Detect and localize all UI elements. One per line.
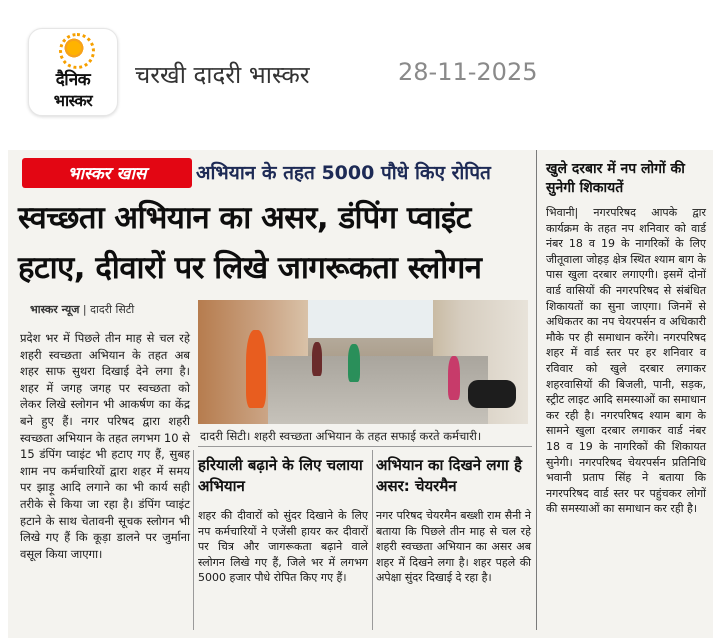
photo-worker — [348, 344, 360, 382]
divider — [536, 150, 537, 630]
side-story-body: भिवानी| नगरपरिषद आपके द्वार कार्यक्रम के तहत नप शनिवार को वार्ड नंबर 18 व 19 के नागरिकों के लिए जीतूवाला जोहड़ क्षेत्र स्थित श्याम बाग के पास खुला दरबार लगाएगी। इसमें दोनों वार्ड वासियों की नगरपरिषद से संबंधित शिकायतों का सुना जाएगा। जिनमें से अधिकतर का नप चेयरपर्सन व अधिकारी मौके पर ही समाधान करेंगे। नगरपरिषद शहर में वार्ड स्तर पर हर शनिवार व रविवार को खुले दरबार लगाकर शहरवासियों की बिजली, पानी, सड़क, स्ट्रीट लाइट आदि समस्याओं का समाधान कर रही है। नगरपरिषद श्याम बाग के सामने खुला दरबार लगाकर वार्ड नंबर 18 व 19 के नागरिकों की शिकायत सुनेगी। नगरपरिषद चेयरपर्सन प्रतिनिधि भवानी प्रताप सिंह ने बताया कि नगरपरिषद वार्ड स्तर पर पहुंचकर लोगों की समस्याओं का समाधान कर रही है। — [546, 206, 706, 516]
subhead-chairman: अभियान का दिखने लगा है असर: चेयरमैन — [376, 456, 523, 495]
subsection-greenery-body: शहर की दीवारों को सुंदर दिखाने के लिए नप कर्मचारियों ने एजेंसी हायर कर दीवारों पर चित्र और जागरूकता बढ़ाने वाले स्लोगन लिखे गए हैं, जिले भर में लगभग 5000 हजार पौधे रोपित किए गए हैं। — [198, 509, 368, 584]
edition-title: चरखी दादरी भास्कर — [135, 61, 310, 89]
divider — [198, 446, 532, 447]
subhead-greenery: हरियाली बढ़ाने के लिए चलाया अभियान — [198, 456, 363, 495]
article-photo — [198, 300, 528, 424]
article-kicker: अभियान के तहत 5000 पौधे किए रोपित — [196, 162, 491, 184]
logo-text-line2: भास्कर — [53, 91, 93, 110]
byline: भास्कर न्यूज | दादरी सिटी — [30, 303, 135, 316]
photo-sky — [306, 300, 436, 338]
divider — [193, 450, 194, 630]
divider — [372, 450, 373, 630]
byline-source: भास्कर न्यूज — [30, 303, 80, 316]
headline-line1: स्वच्छता अभियान का असर, डंपिंग प्वाइंट — [18, 200, 471, 236]
app-header — [0, 0, 713, 130]
byline-place: दादरी सिटी — [90, 303, 135, 316]
photo-worker — [246, 330, 266, 408]
photo-worker — [448, 356, 460, 400]
photo-caption: दादरी सिटी। शहरी स्वच्छता अभियान के तहत सफाई करते कर्मचारी। — [200, 429, 482, 443]
photo-motorbike — [468, 380, 516, 408]
subsection-chairman-body: नगर परिषद चेयरमैन बख्शी राम सैनी ने बताया कि पिछले तीन माह से चल रहे शहरी स्वच्छता अभियान का असर अब शहर में दिखने लगा है। शहर पहले की अपेक्षा सुंदर दिखाई दे रहा है। — [376, 509, 531, 584]
sun-icon — [63, 37, 85, 59]
bhaskar-khas-badge — [22, 158, 192, 188]
side-story-headline: खुले दरबार में नप लोगों की सुनेगी शिकायतें — [546, 161, 685, 196]
dainik-bhaskar-logo[interactable] — [28, 28, 118, 116]
newspaper-clipping[interactable] — [8, 150, 713, 638]
edition-date: 28-11-2025 — [398, 58, 538, 86]
photo-worker — [312, 342, 322, 376]
article-body: प्रदेश भर में पिछले तीन माह से चल रहे शहरी स्वच्छता अभियान के तहत अब शहर साफ सुथरा दिखाई देने लगा है। शहर में जगह जगह पर स्वच्छता को लेकर लिखे स्लोगन भी आकर्षण का केंद्र बने हुए हैं। नगर परिषद द्वारा शहरी स्वच्छता अभियान के तहत लगभग 10 से 15 डंपिंग प्वाइंट भी हटाए गए हैं, सुबह शाम नप कर्मचारियों द्वारा शहर में समय पर झाड़ू आदि लगाने का भी कार्य सही तरीके से किया जा रहा है। डंपिंग प्वाइंट हटाने के साथ चेतावनी सूचक स्लोगन भी लिखे गए हैं कि कूड़ा डालने पर जुर्माना वसूल किया जाएगा। — [20, 331, 190, 561]
logo-text-line1: दैनिक — [55, 70, 91, 90]
badge-label: भास्कर खास — [67, 164, 147, 184]
headline-line2: हटाए, दीवारों पर लिखे जागरूकता स्लोगन — [18, 250, 482, 286]
